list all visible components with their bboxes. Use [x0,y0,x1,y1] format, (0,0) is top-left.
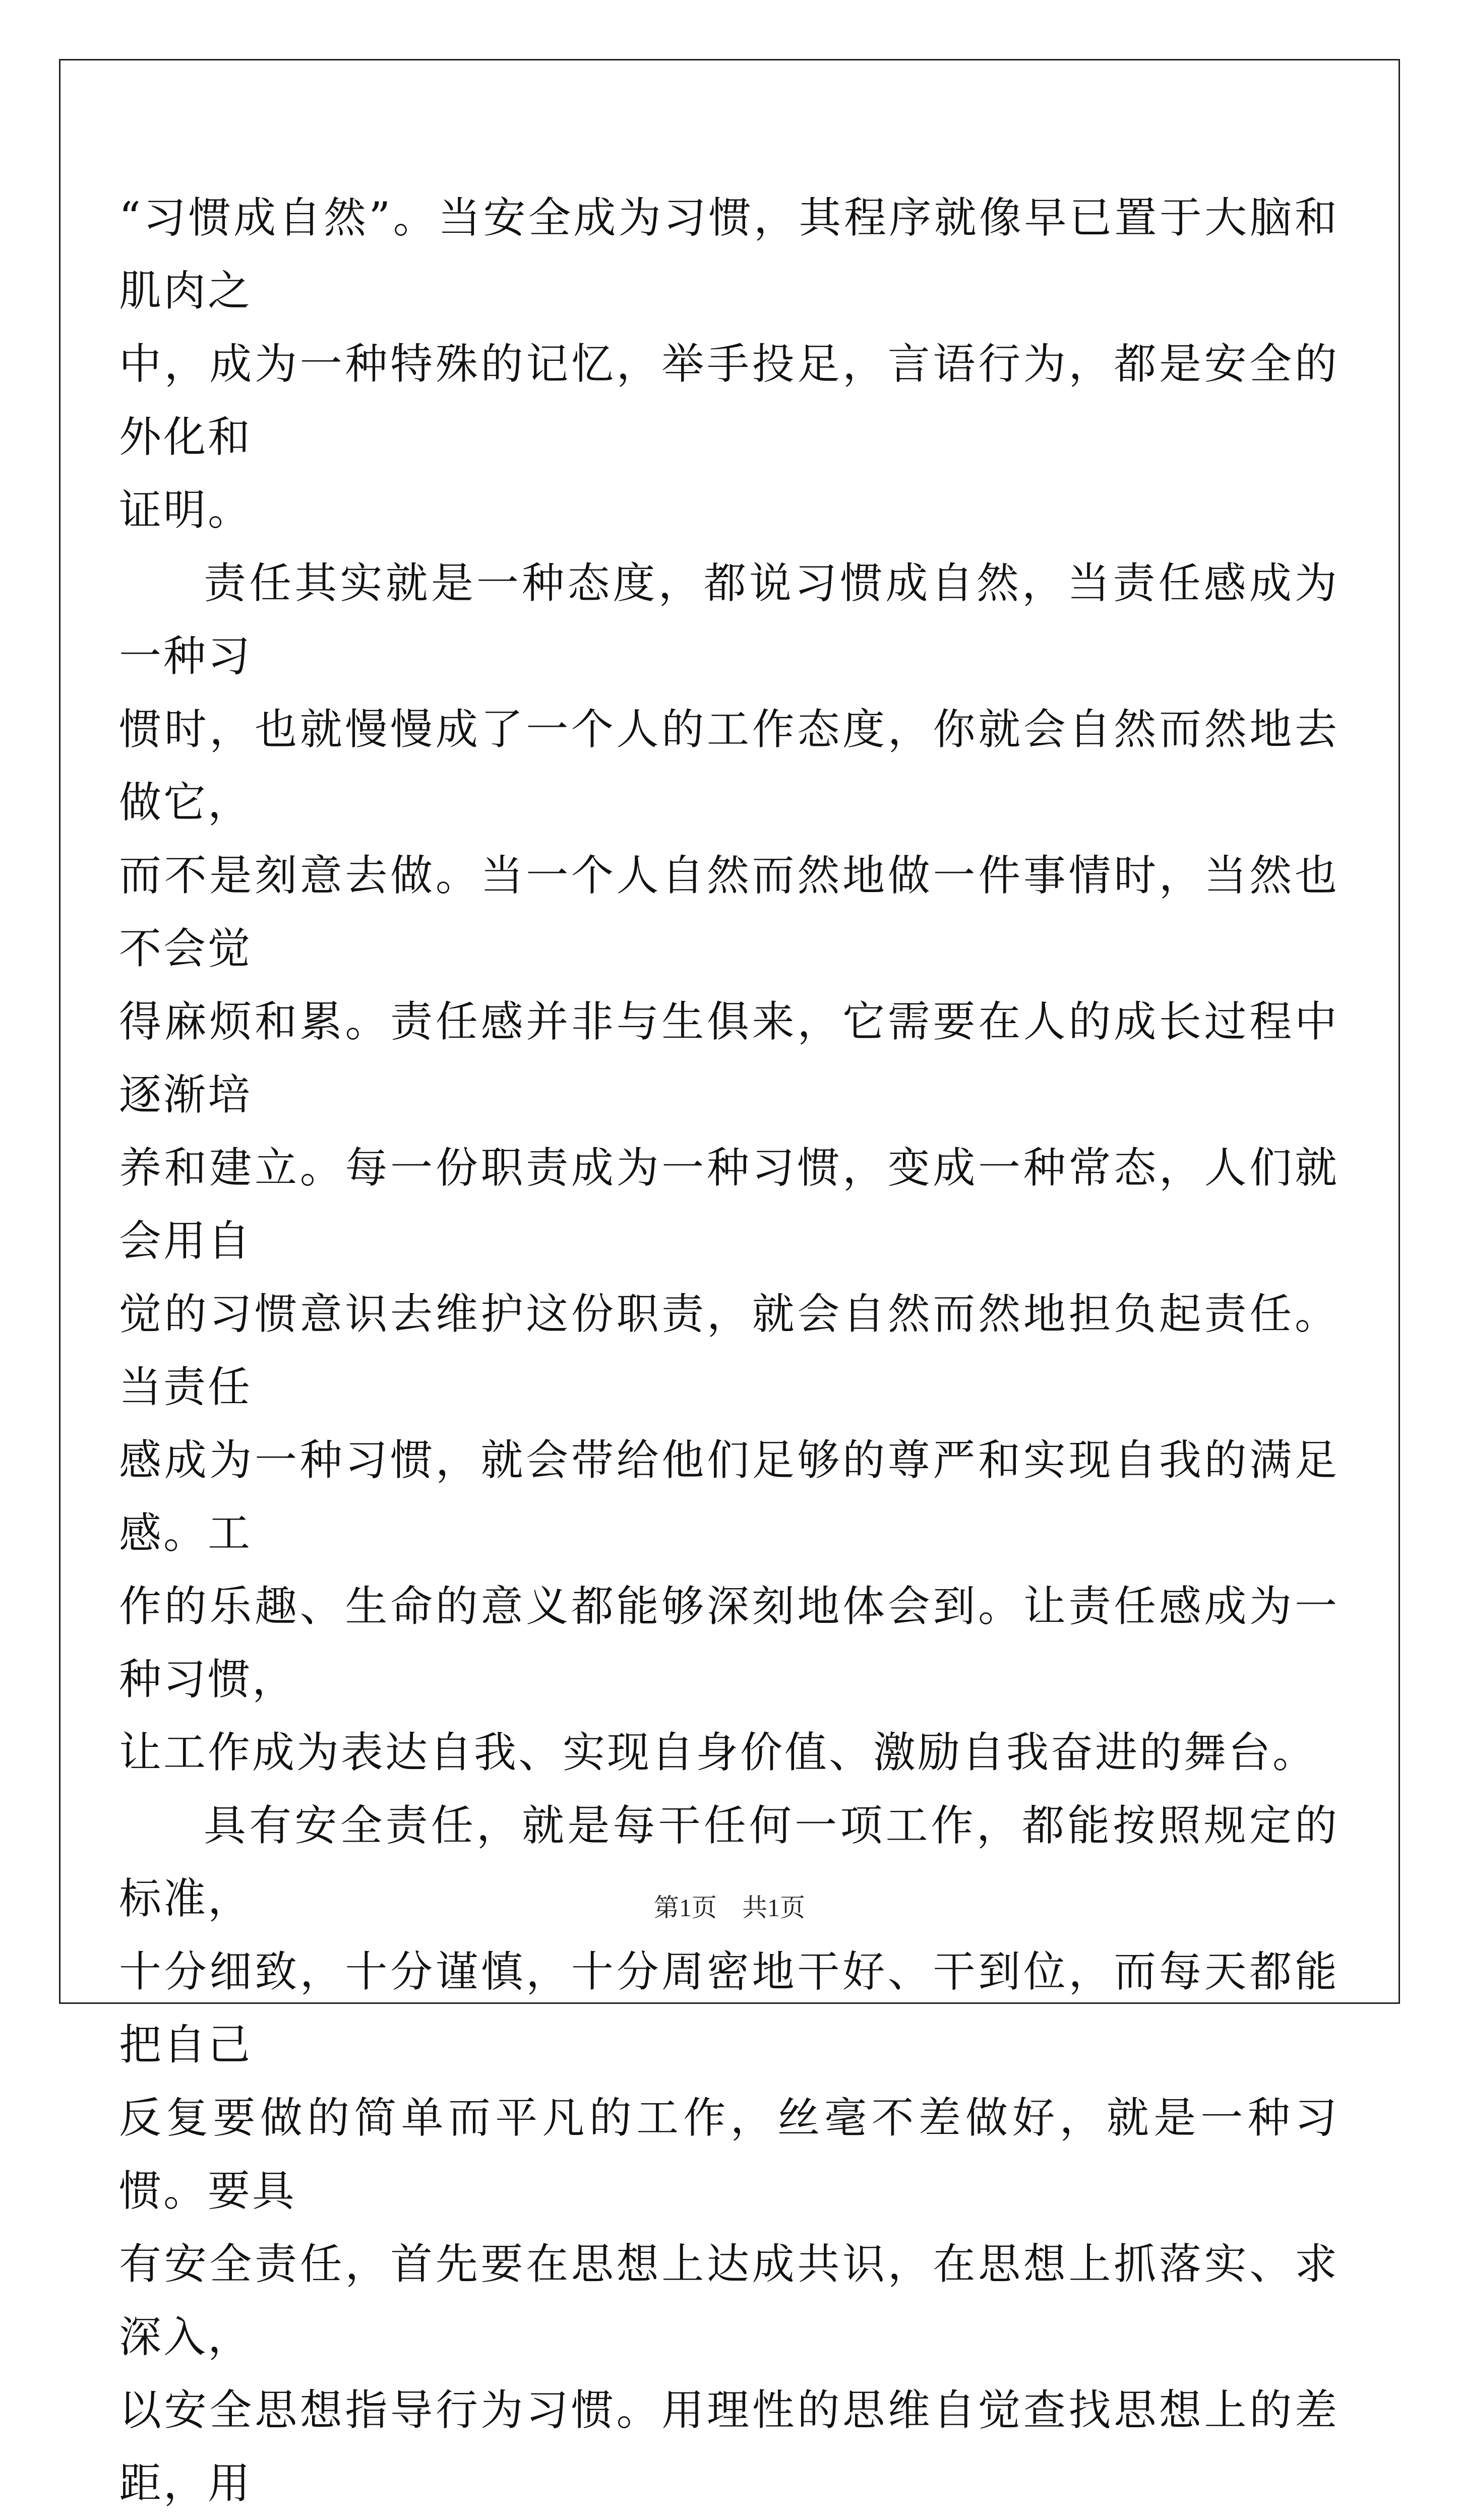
text-line: 十分细致，十分谨慎，十分周密地干好、干到位，而每天都能把自己 [119,1947,1339,2069]
paragraph [119,547,1339,1789]
text-line: 证明。 [119,485,253,535]
text-line: 惯时，也就慢慢成了一个人的工作态度，你就会自然而然地去做它， [119,705,1339,827]
text-line: 有安全责任，首先要在思想上达成共识，在思想上抓落实、求深入， [119,2239,1339,2362]
page-footer: 第1页 共1页 [654,1894,805,1922]
text-line: 而不是刻意去做。当一个人自然而然地做一件事情时，当然也不会觉 [119,851,1339,973]
text-line: 作的乐趣、生命的意义都能够深刻地体会到。让责任感成为一种习惯， [119,1582,1339,1704]
text-line: 以安全思想指导行为习惯。用理性的思维自觉查找思想上的差距，用 [119,2385,1339,2508]
text-line: 养和建立。每一份职责成为一种习惯，变成一种常态，人们就会用自 [119,1143,1339,1266]
text-line: 反复要做的简单而平凡的工作，丝毫不差做好，就是一种习惯。要具 [119,2093,1339,2216]
paragraph [119,181,1339,547]
text-line: 得麻烦和累。责任感并非与生俱来，它需要在人的成长过程中逐渐培 [119,997,1339,1119]
document-body [119,181,1339,2520]
text-line: 中，成为一种特殊的记忆，举手投足，言语行为，都是安全的外化和 [119,339,1339,462]
text-line: 感成为一种习惯，就会带给他们足够的尊严和实现自我的满足感。工 [119,1435,1339,1558]
text-line: “习惯成自然”。当安全成为习惯，其程序就像早已置于大脑和肌肉之 [119,193,1339,316]
text-line: 让工作成为表达自我、实现自身价值、激励自我奋进的舞台。 [119,1728,1317,1777]
text-line: 具有安全责任，就是每干任何一项工作，都能按照规定的标准， [119,1801,1339,1923]
text-line: 责任其实就是一种态度，都说习惯成自然，当责任感成为一种习 [119,558,1339,681]
text-line: 觉的习惯意识去维护这份职责，就会自然而然地担负起责任。当责任 [119,1289,1339,1412]
